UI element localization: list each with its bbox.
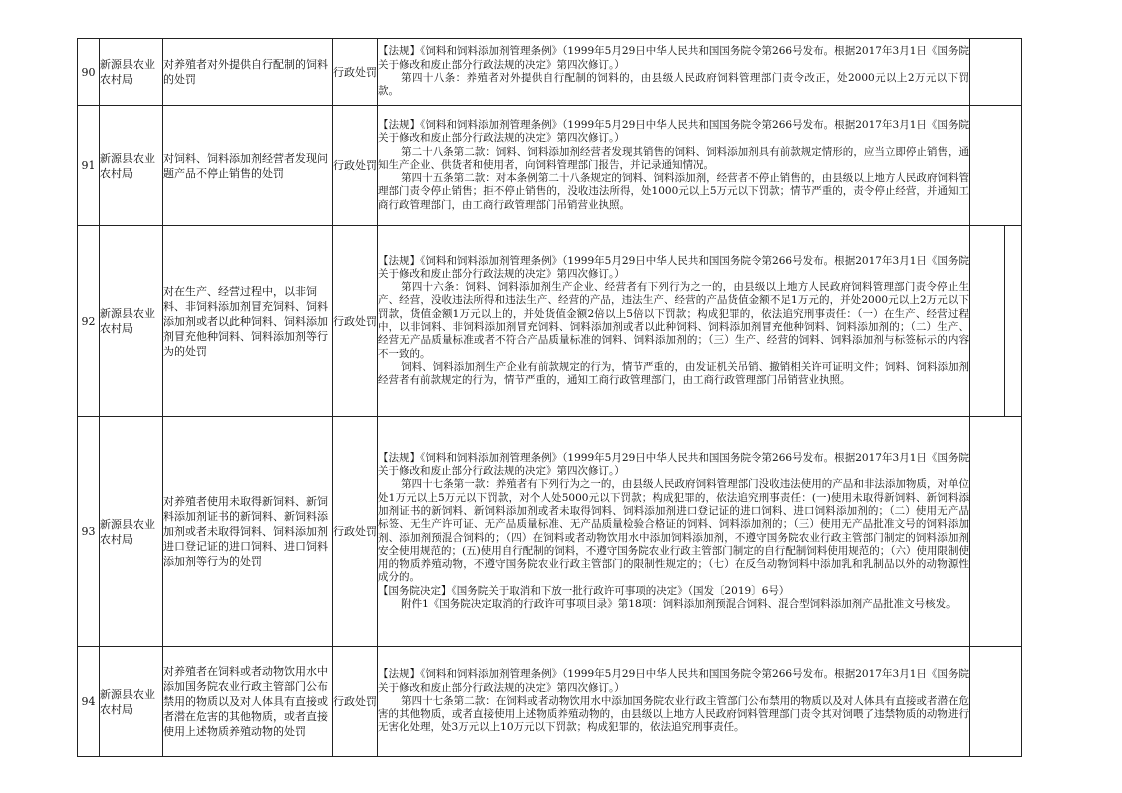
extra-cell: [970, 647, 1022, 757]
extra-cell: [970, 106, 1022, 226]
basis-paragraph: 第二十八条第二款：饲料、饲料添加剂经营者发现其销售的饲料、饲料添加剂具有前款规定情形的，应当立即停止销售，通知生产企业、供货者和使用者，向饲料管理部门报告，并记录通知情况。: [378, 145, 969, 171]
row-number: 93: [78, 417, 100, 647]
extra-cell: [970, 39, 1022, 106]
basis-paragraph: 第四十七条第二款：在饲料或者动物饮用水中添加国务院农业行政主管部门公布禁用的物质以及对人体具有直接或者潜在危害的其他物质，或者直接使用上述物质养殖动物的，由县级以上地方人民政府饲料管理部门责令其对饲喂了违禁物质的动物进行无害化处理，处3万元以上10万元以下罚款；构成犯罪的，依法追究刑事责任。: [378, 694, 969, 734]
table-row: [78, 417, 1022, 647]
basis-paragraph: 第四十八条：养殖者对外提供自行配制的饲料的，由县级人民政府饲料管理部门责令改正，处2000元以上2万元以下罚款。: [378, 72, 969, 98]
department-cell: 新源县农业农村局: [100, 106, 163, 226]
department-cell: 新源县农业农村局: [100, 226, 163, 417]
department-cell: 新源县农业农村局: [100, 647, 163, 757]
department-cell: 新源县农业农村局: [100, 39, 163, 106]
department-cell: 新源县农业农村局: [100, 417, 163, 647]
extra-cell: [970, 226, 1022, 417]
row-number: 92: [78, 226, 100, 417]
legal-basis-cell: [378, 647, 970, 757]
basis-paragraph: 【法规】《饲料和饲料添加剂管理条例》（1999年5月29日中华人民共和国国务院令第266号发布。根据2017年3月1日《国务院关于修改和废止部分行政法规的决定》第四次修订。）: [378, 45, 969, 71]
table-row: [78, 226, 1022, 417]
basis-paragraph: 第四十六条：饲料、饲料添加剂生产企业、经营者有下列行为之一的，由县级以上地方人民政府饲料管理部门责令停止生产、经营，没收违法所得和违法生产、经营的产品，违法生产、经营的产品货值金额不足1万元的，并处2000元以上2万元以下罚款，货值金额1万元以上的，并处货值金额2倍以上5倍以下罚款；构成犯罪的，依法追究刑事责任：（一）在生产、经营过程中，以非饲料、非饲料添加剂冒充饲料、饲料添加剂或者以此种饲料、饲料添加剂冒充他种饲料、饲料添加剂的；（二）生产、经营无产品质量标准或者不符合产品质量标准的饲料、饲料添加剂的；（三）生产、经营的饲料、饲料添加剂与标签标示的内容不一致的。: [378, 281, 969, 360]
row-number: 94: [78, 647, 100, 757]
extra-cell: [970, 417, 1022, 647]
basis-paragraph: 第四十五条第二款：对本条例第二十八条规定的饲料、饲料添加剂，经营者不停止销售的，由县级以上地方人民政府饲料管理部门责令停止销售；拒不停止销售的，没收违法所得，处1000元以上5万元以下罚款；情节严重的，责令停止经营，并通知工商行政管理部门，由工商行政管理部门吊销营业执照。: [378, 172, 969, 211]
extra-cell-split: [970, 226, 1021, 416]
category-cell: 行政处罚: [333, 106, 378, 226]
item-name-cell: 对饲料、饲料添加剂经营者发现问题产品不停止销售的处罚: [163, 106, 333, 226]
item-name-cell: 对养殖者在饲料或者动物饮用水中添加国务院农业行政主管部门公布禁用的物质以及对人体具有直接或者潜在危害的其他物质，或者直接使用上述物质养殖动物的处罚: [163, 647, 333, 757]
basis-paragraph: 【法规】《饲料和饲料添加剂管理条例》（1999年5月29日中华人民共和国国务院令第266号发布。根据2017年3月1日《国务院关于修改和废止部分行政法规的决定》第四次修订。）: [378, 451, 969, 478]
row-number: 91: [78, 106, 100, 226]
row-number: 90: [78, 39, 100, 106]
category-cell: 行政处罚: [333, 647, 378, 757]
category-cell: 行政处罚: [333, 226, 378, 417]
table-row: [78, 647, 1022, 757]
basis-paragraph: 【法规】《饲料和饲料添加剂管理条例》（1999年5月29日中华人民共和国国务院令第266号发布。根据2017年3月1日《国务院关于修改和废止部分行政法规的决定》第四次修订。）: [378, 254, 969, 280]
table-row: [78, 39, 1022, 106]
legal-basis-cell: [378, 106, 970, 226]
category-cell: 行政处罚: [333, 39, 378, 106]
legal-basis-cell: [378, 226, 970, 417]
basis-paragraph: 第四十七条第一款：养殖者有下列行为之一的，由县级人民政府饲料管理部门没收违法使用的产品和非法添加物质，对单位处1万元以上5万元以下罚款，对个人处5000元以下罚款；构成犯罪的，依法追究刑事责任：(一)使用未取得新饲料、新饲料添加剂证书的新饲料、新饲料添加剂或者未取得饲料、饲料添加剂进口登记证的进口饲料、进口饲料添加剂的；（二）使用无产品标签、无生产许可证、无产品质量标准、无产品质量检验合格证的饲料、饲料添加剂的；（三）使用无产品批准文号的饲料添加剂、添加剂预混合饲料的；（四）在饲料或者动物饮用水中添加饲料添加剂，不遵守国务院农业行政主管部门制定的饲料添加剂安全使用规范的；(五)使用自行配制的饲料，不遵守国务院农业行政主管部门制定的自行配制饲料使用规范的；（六）使用限制使用的物质养殖动物，不遵守国务院农业行政主管部门的限制性规定的；（七）在反刍动物饲料中添加乳和乳制品以外的动物源性成分的。: [378, 478, 969, 584]
category-cell: 行政处罚: [333, 417, 378, 647]
item-name-cell: 对在生产、经营过程中，以非饲料、非饲料添加剂冒充饲料、饲料添加剂或者以此种饲料、饲料添加剂冒充他种饲料、饲料添加剂等行为的处罚: [163, 226, 333, 417]
item-name-cell: 对养殖者使用未取得新饲料、新饲料添加剂证书的新饲料、新饲料添加剂或者未取得饲料、饲料添加剂进口登记证的进口饲料、进口饲料添加剂等行为的处罚: [163, 417, 333, 647]
basis-paragraph: 【国务院决定】《国务院关于取消和下放一批行政许可事项的决定》（国发〔2019〕6号）: [378, 584, 790, 597]
basis-paragraph: 饲料、饲料添加剂生产企业有前款规定的行为，情节严重的，由发证机关吊销、撤销相关许可证明文件；饲料、饲料添加剂经营者有前款规定的行为，情节严重的，通知工商行政管理部门，由工商行政管理部门吊销营业执照。: [378, 360, 969, 387]
basis-paragraph: 【法规】《饲料和饲料添加剂管理条例》（1999年5月29日中华人民共和国国务院令第266号发布。根据2017年3月1日《国务院关于修改和废止部分行政法规的决定》第四次修订。）: [378, 118, 969, 145]
regulation-table: [77, 38, 1022, 757]
legal-basis-cell: [378, 417, 970, 647]
legal-basis-cell: [378, 39, 970, 106]
table-row: [78, 106, 1022, 226]
basis-paragraph: 附件1《国务院决定取消的行政许可事项目录》第18项：饲料添加剂预混合饲料、混合型饲料添加剂产品批准文号核发。: [401, 597, 957, 610]
basis-paragraph: 【法规】《饲料和饲料添加剂管理条例》（1999年5月29日中华人民共和国国务院令第266号发布。根据2017年3月1日《国务院关于修改和废止部分行政法规的决定》第四次修订。）: [378, 668, 969, 694]
item-name-cell: 对养殖者对外提供自行配制的饲料的处罚: [163, 39, 333, 106]
